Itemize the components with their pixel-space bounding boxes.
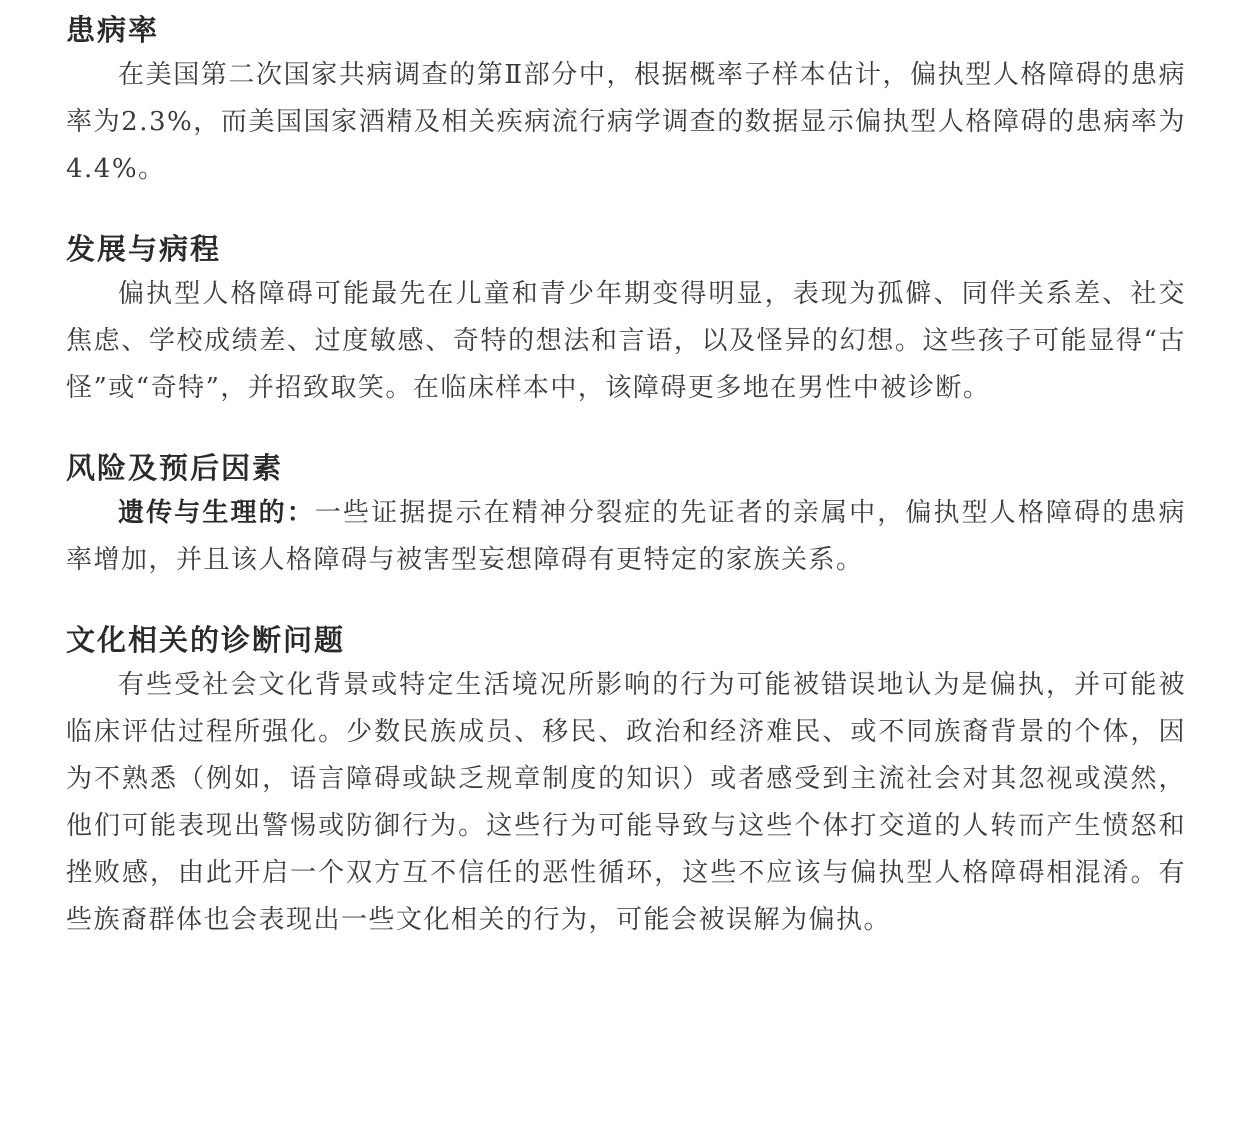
section-heading: 风险及预后因素 (66, 451, 284, 485)
section-heading: 发展与病程 (66, 232, 222, 266)
section-prevalence (66, 8, 1186, 193)
section-paragraph: 偏执型人格障碍可能最先在儿童和青少年期变得明显，表现为孤僻、同伴关系差、社交焦虑、学校成绩差、过度敏感、奇特的想法和言语，以及怪异的幻想。这些孩子可能显得“古怪”或“奇特”，并招致取笑。在临床样本中，该障碍更多地在男性中被诊断。 (66, 279, 1186, 403)
section-heading: 患病率 (66, 13, 160, 47)
paragraph-lead-term: 遗传与生理的： (118, 498, 315, 528)
section-paragraph-wrapper (66, 490, 1186, 584)
section-paragraph: 一些证据提示在精神分裂症的先证者的亲属中，偏执型人格障碍的患病率增加，并且该人格障碍与被害型妄想障碍有更特定的家族关系。 (66, 498, 1186, 575)
section-heading: 文化相关的诊断问题 (66, 623, 346, 657)
document-page (66, 8, 1186, 944)
section-paragraph: 在美国第二次国家共病调查的第Ⅱ部分中，根据概率子样本估计，偏执型人格障碍的患病率为2.3%，而美国国家酒精及相关疾病流行病学调查的数据显示偏执型人格障碍的患病率为4.4%。 (66, 60, 1186, 184)
section-risk-prognostic-factors (66, 446, 1186, 584)
section-culture-related-diagnostic-issues (66, 618, 1186, 944)
section-paragraph: 有些受社会文化背景或特定生活境况所影响的行为可能被错误地认为是偏执，并可能被临床评估过程所强化。少数民族成员、移民、政治和经济难民、或不同族裔背景的个体，因为不熟悉（例如，语言障碍或缺乏规章制度的知识）或者感受到主流社会对其忽视或漠然，他们可能表现出警惕或防御行为。这些行为可能导致与这些个体打交道的人转而产生愤怒和挫败感，由此开启一个双方互不信任的恶性循环，这些不应该与偏执型人格障碍相混淆。有些族裔群体也会表现出一些文化相关的行为，可能会被误解为偏执。 (66, 670, 1186, 935)
section-development-course (66, 227, 1186, 412)
